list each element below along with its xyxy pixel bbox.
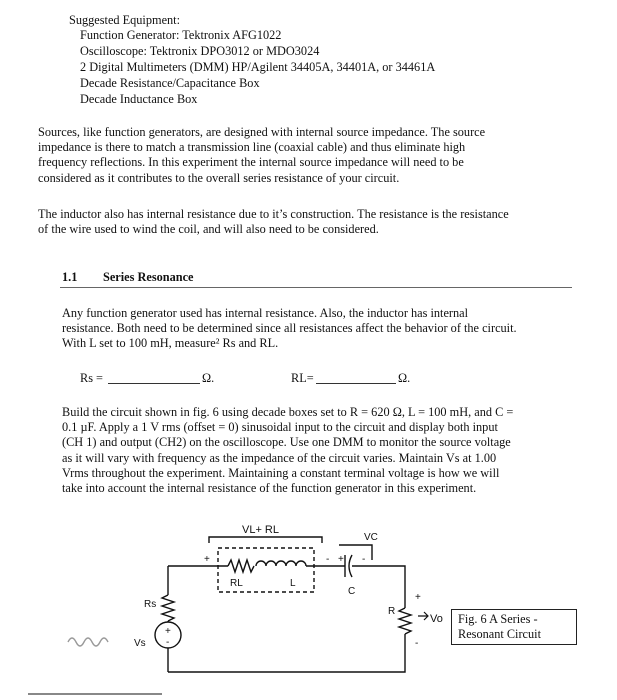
equipment-item: Function Generator: Tektronix AFG1022	[80, 28, 282, 42]
text-line: Build the circuit shown in fig. 6 using decade boxes set to R = 620 Ω, L = 100 mH, and C =	[62, 405, 514, 419]
vo-plus-sign: +	[415, 592, 421, 603]
r-label: R	[388, 606, 396, 617]
section-title: Series Resonance	[103, 270, 194, 284]
rl-circuit-label: RL	[230, 578, 243, 589]
text-line: resistance. Both need to be determined since all resistances affect the behavior of the circuit.	[62, 321, 517, 336]
text-line: Sources, like function generators, are designed with internal source impedance. The source	[38, 125, 486, 139]
inductor-coil	[256, 561, 306, 566]
text-line: considered as it contributes to the overall series resistance of your circuit.	[38, 170, 400, 185]
text-line: Vrms throughout the experiment. Maintaining a constant terminal voltage is how we will	[62, 465, 500, 480]
vo-arrow-icon	[418, 612, 428, 620]
text-line: of the wire used to wind the coil, and will also need to be considered.	[38, 222, 379, 237]
vc-plus-sign: +	[338, 554, 344, 565]
text-line: With L set to 100 mH, measure² Rs and RL.	[62, 336, 279, 351]
capacitor-plate	[349, 555, 352, 577]
equipment-item: 2 Digital Multimeters (DMM) HP/Agilent 34405A, 34401A, or 34461A	[80, 60, 436, 74]
figure-caption	[451, 609, 577, 645]
sine-wave-icon	[68, 638, 108, 646]
text-line: (CH 1) and output (CH2) on the oscilloscope. Use one DMM to monitor the source voltage	[62, 435, 511, 450]
wire	[352, 566, 405, 608]
text-line: The inductor also has internal resistance due to it’s construction. The resistance is the resistance	[38, 207, 509, 221]
equipment-item: Oscilloscope: Tektronix DPO3012 or MDO3024	[80, 44, 320, 58]
vlr-label: VL+ RL	[242, 524, 279, 536]
text-line: impedance is there to match a transmission line (coaxial cable) and thus eliminate high	[38, 140, 466, 155]
text-line: Any function generator used has internal resistance. Also, the inductor has internal	[62, 306, 469, 320]
vs-label: Vs	[134, 638, 146, 649]
rs-unit: Ω.	[202, 371, 215, 385]
source-minus-sign: -	[166, 637, 170, 648]
rl-unit: Ω.	[398, 371, 411, 385]
load-resistor	[399, 608, 411, 634]
source-plus-sign: +	[165, 626, 171, 637]
section-number: 1.1	[62, 270, 78, 284]
equipment-heading: Suggested Equipment:	[69, 13, 181, 27]
text-line: take into account the internal resistance of the function generator in this experiment.	[62, 481, 477, 496]
equipment-item: Decade Resistance/Capacitance Box	[80, 76, 260, 90]
vlr-bracket	[209, 537, 322, 543]
text-line: 0.1 µF. Apply a 1 V rms (offset = 0) sinusoidal input to the circuit and display both input	[62, 420, 498, 435]
source-resistor	[162, 595, 174, 621]
c-label: C	[348, 586, 356, 597]
vc-minus-sign: -	[362, 554, 366, 565]
caption-line: Resonant Circuit	[458, 627, 541, 641]
top-plus-sign: +	[204, 554, 210, 565]
vo-minus-sign: -	[415, 638, 419, 649]
vo-label: Vo	[430, 613, 443, 625]
rs-circuit-label: Rs	[144, 599, 157, 610]
mid-minus-sign: -	[326, 554, 330, 565]
text-line: as it will vary with frequency as the impedance of the circuit varies. Maintain Vs at 1.00	[62, 450, 497, 465]
vc-label: VC	[364, 532, 378, 543]
l-label: L	[290, 578, 296, 589]
equipment-item: Decade Inductance Box	[80, 92, 198, 106]
rl-resistor	[228, 560, 254, 572]
wire	[168, 634, 405, 672]
rl-label: RL=	[291, 371, 314, 385]
caption-line: Fig. 6 A Series -	[458, 612, 538, 626]
text-line: frequency reflections. In this experiment the internal source impedance will need to be	[38, 155, 464, 170]
rs-label: Rs =	[80, 371, 103, 385]
vc-bracket	[339, 545, 372, 560]
